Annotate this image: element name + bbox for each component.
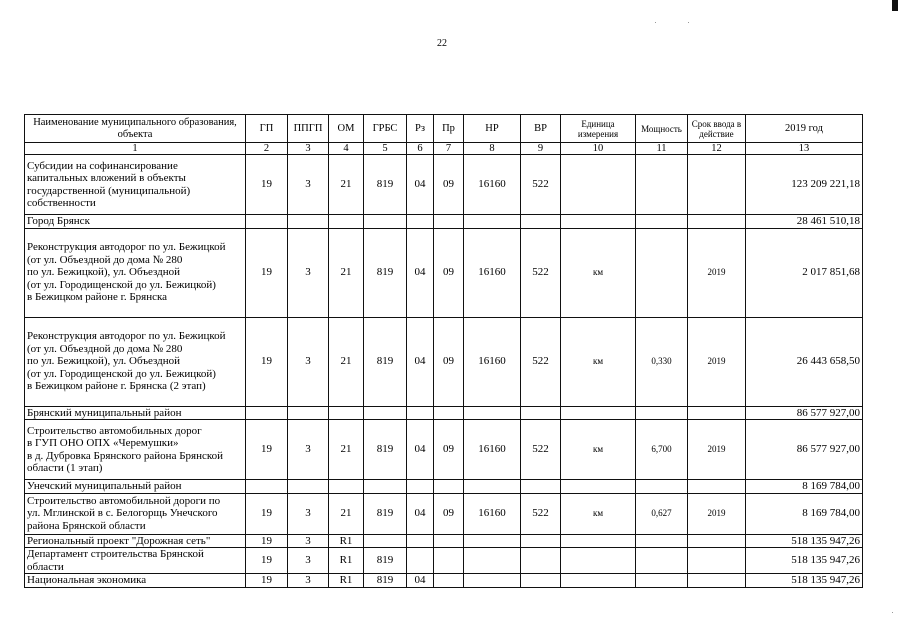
header-name: Наименование муниципального образования, объекта bbox=[25, 115, 246, 143]
cell-amount: 8 169 784,00 bbox=[746, 493, 863, 534]
column-number: 10 bbox=[561, 143, 636, 155]
header-pr: Пр bbox=[434, 115, 464, 143]
cell-nr bbox=[464, 480, 521, 494]
column-number: 3 bbox=[288, 143, 329, 155]
cell-name: Брянский муниципальный район bbox=[25, 406, 246, 420]
cell-ppgp: 3 bbox=[288, 420, 329, 480]
column-number: 13 bbox=[746, 143, 863, 155]
cell-pr: 09 bbox=[434, 228, 464, 317]
cell-term bbox=[688, 480, 746, 494]
cell-rz bbox=[407, 406, 434, 420]
column-number: 12 bbox=[688, 143, 746, 155]
column-number: 5 bbox=[364, 143, 407, 155]
cell-unit bbox=[561, 406, 636, 420]
cell-term bbox=[688, 548, 746, 574]
cell-pr bbox=[434, 406, 464, 420]
cell-rz: 04 bbox=[407, 228, 434, 317]
cell-term bbox=[688, 215, 746, 229]
cell-name: Строительство автомобильных дорог в ГУП ОНО ОПХ «Черемушки» в д. Дубровка Брянского района Брянской области (1 этап) bbox=[25, 420, 246, 480]
cell-om: 21 bbox=[329, 155, 364, 215]
cell-nr bbox=[464, 406, 521, 420]
cell-unit bbox=[561, 215, 636, 229]
header-om: ОМ bbox=[329, 115, 364, 143]
cell-amount: 86 577 927,00 bbox=[746, 420, 863, 480]
cell-unit: км bbox=[561, 493, 636, 534]
cell-term: 2019 bbox=[688, 228, 746, 317]
cell-amount: 123 209 221,18 bbox=[746, 155, 863, 215]
header-grbs: ГРБС bbox=[364, 115, 407, 143]
cell-capacity bbox=[636, 215, 688, 229]
cell-om: 21 bbox=[329, 420, 364, 480]
cell-grbs: 819 bbox=[364, 574, 407, 588]
cell-vr bbox=[521, 215, 561, 229]
cell-vr: 522 bbox=[521, 228, 561, 317]
cell-ppgp: 3 bbox=[288, 317, 329, 406]
cell-vr: 522 bbox=[521, 155, 561, 215]
cell-name: Унечский муниципальный район bbox=[25, 480, 246, 494]
page-number: 22 bbox=[437, 38, 447, 49]
cell-unit bbox=[561, 155, 636, 215]
cell-gp: 19 bbox=[246, 534, 288, 548]
cell-capacity: 6,700 bbox=[636, 420, 688, 480]
cell-amount: 86 577 927,00 bbox=[746, 406, 863, 420]
cell-vr bbox=[521, 548, 561, 574]
cell-unit: км bbox=[561, 228, 636, 317]
cell-pr bbox=[434, 215, 464, 229]
cell-term bbox=[688, 574, 746, 588]
cell-unit: км bbox=[561, 317, 636, 406]
cell-gp bbox=[246, 480, 288, 494]
table-row bbox=[25, 480, 863, 494]
cell-nr: 16160 bbox=[464, 317, 521, 406]
cell-grbs: 819 bbox=[364, 493, 407, 534]
cell-unit bbox=[561, 534, 636, 548]
cell-grbs: 819 bbox=[364, 155, 407, 215]
scan-edge-mark bbox=[892, 0, 898, 11]
cell-ppgp: 3 bbox=[288, 228, 329, 317]
cell-gp: 19 bbox=[246, 317, 288, 406]
cell-vr bbox=[521, 406, 561, 420]
column-number: 1 bbox=[25, 143, 246, 155]
cell-gp: 19 bbox=[246, 228, 288, 317]
column-number: 4 bbox=[329, 143, 364, 155]
cell-nr bbox=[464, 215, 521, 229]
cell-gp: 19 bbox=[246, 548, 288, 574]
cell-ppgp: 3 bbox=[288, 493, 329, 534]
cell-name: Национальная экономика bbox=[25, 574, 246, 588]
cell-pr bbox=[434, 548, 464, 574]
cell-pr bbox=[434, 480, 464, 494]
cell-capacity: 0,627 bbox=[636, 493, 688, 534]
cell-capacity bbox=[636, 406, 688, 420]
header-unit: Единица измерения bbox=[561, 115, 636, 143]
table-row bbox=[25, 548, 863, 574]
cell-ppgp bbox=[288, 406, 329, 420]
scan-speck bbox=[655, 22, 656, 23]
cell-om bbox=[329, 406, 364, 420]
cell-grbs: 819 bbox=[364, 228, 407, 317]
cell-grbs bbox=[364, 480, 407, 494]
cell-grbs bbox=[364, 534, 407, 548]
cell-gp: 19 bbox=[246, 420, 288, 480]
cell-name: Субсидии на софинансирование капитальных вложений в объекты государственной (муниципальной) собственности bbox=[25, 155, 246, 215]
cell-capacity bbox=[636, 228, 688, 317]
cell-capacity bbox=[636, 574, 688, 588]
cell-amount: 518 135 947,26 bbox=[746, 548, 863, 574]
header-ppgp: ППГП bbox=[288, 115, 329, 143]
cell-term bbox=[688, 534, 746, 548]
header-row bbox=[25, 115, 863, 143]
cell-amount: 518 135 947,26 bbox=[746, 534, 863, 548]
cell-amount: 8 169 784,00 bbox=[746, 480, 863, 494]
header-capacity: Мощность bbox=[636, 115, 688, 143]
cell-term bbox=[688, 155, 746, 215]
cell-rz: 04 bbox=[407, 155, 434, 215]
table-row bbox=[25, 574, 863, 588]
cell-grbs bbox=[364, 406, 407, 420]
column-number: 11 bbox=[636, 143, 688, 155]
cell-grbs: 819 bbox=[364, 420, 407, 480]
cell-nr: 16160 bbox=[464, 493, 521, 534]
table-row bbox=[25, 420, 863, 480]
column-number: 6 bbox=[407, 143, 434, 155]
cell-om: 21 bbox=[329, 317, 364, 406]
column-number: 9 bbox=[521, 143, 561, 155]
cell-amount: 28 461 510,18 bbox=[746, 215, 863, 229]
cell-term: 2019 bbox=[688, 493, 746, 534]
cell-rz: 04 bbox=[407, 574, 434, 588]
table-row bbox=[25, 317, 863, 406]
cell-vr bbox=[521, 574, 561, 588]
cell-amount: 2 017 851,68 bbox=[746, 228, 863, 317]
cell-capacity bbox=[636, 548, 688, 574]
cell-capacity bbox=[636, 480, 688, 494]
header-nr: НР bbox=[464, 115, 521, 143]
column-number: 8 bbox=[464, 143, 521, 155]
cell-name: Департамент строительства Брянской области bbox=[25, 548, 246, 574]
cell-ppgp: 3 bbox=[288, 155, 329, 215]
cell-name: Реконструкция автодорог по ул. Бежицкой (от ул. Объездной до дома № 280 по ул. Бежицкой), ул. Объездной (от ул. Городищенской до ул. Бежицкой) в Бежицком районе г. Брянска bbox=[25, 228, 246, 317]
cell-ppgp bbox=[288, 480, 329, 494]
cell-term: 2019 bbox=[688, 317, 746, 406]
cell-vr: 522 bbox=[521, 317, 561, 406]
cell-capacity bbox=[636, 155, 688, 215]
cell-om: R1 bbox=[329, 548, 364, 574]
cell-om bbox=[329, 480, 364, 494]
cell-rz: 04 bbox=[407, 317, 434, 406]
cell-ppgp: 3 bbox=[288, 534, 329, 548]
table-row bbox=[25, 406, 863, 420]
cell-nr: 16160 bbox=[464, 228, 521, 317]
cell-rz bbox=[407, 480, 434, 494]
cell-om: R1 bbox=[329, 574, 364, 588]
cell-grbs: 819 bbox=[364, 317, 407, 406]
cell-om bbox=[329, 215, 364, 229]
cell-amount: 518 135 947,26 bbox=[746, 574, 863, 588]
cell-gp bbox=[246, 406, 288, 420]
cell-nr: 16160 bbox=[464, 155, 521, 215]
cell-unit bbox=[561, 574, 636, 588]
table-body bbox=[25, 155, 863, 588]
cell-rz bbox=[407, 534, 434, 548]
cell-nr bbox=[464, 548, 521, 574]
header-vr: ВР bbox=[521, 115, 561, 143]
column-number: 7 bbox=[434, 143, 464, 155]
cell-vr bbox=[521, 534, 561, 548]
cell-gp bbox=[246, 215, 288, 229]
cell-vr: 522 bbox=[521, 420, 561, 480]
header-gp: ГП bbox=[246, 115, 288, 143]
cell-gp: 19 bbox=[246, 574, 288, 588]
cell-gp: 19 bbox=[246, 493, 288, 534]
cell-pr: 09 bbox=[434, 493, 464, 534]
cell-name: Реконструкция автодорог по ул. Бежицкой (от ул. Объездной до дома № 280 по ул. Бежицкой), ул. Объездной (от ул. Городищенской до ул. Бежицкой) в Бежицком районе г. Брянска (2 этап) bbox=[25, 317, 246, 406]
column-number: 2 bbox=[246, 143, 288, 155]
cell-name: Город Брянск bbox=[25, 215, 246, 229]
cell-vr bbox=[521, 480, 561, 494]
cell-unit bbox=[561, 480, 636, 494]
cell-om: 21 bbox=[329, 228, 364, 317]
table-row bbox=[25, 228, 863, 317]
cell-amount: 26 443 658,50 bbox=[746, 317, 863, 406]
cell-rz bbox=[407, 548, 434, 574]
cell-term bbox=[688, 406, 746, 420]
cell-name: Строительство автомобильной дороги по ул. Мглинской в с. Белогорщь Унечского района Брянской области bbox=[25, 493, 246, 534]
cell-rz: 04 bbox=[407, 493, 434, 534]
cell-pr: 09 bbox=[434, 420, 464, 480]
table-row bbox=[25, 493, 863, 534]
cell-unit: км bbox=[561, 420, 636, 480]
cell-grbs: 819 bbox=[364, 548, 407, 574]
cell-gp: 19 bbox=[246, 155, 288, 215]
table-row bbox=[25, 534, 863, 548]
cell-pr: 09 bbox=[434, 155, 464, 215]
column-number-row bbox=[25, 143, 863, 155]
cell-vr: 522 bbox=[521, 493, 561, 534]
cell-pr bbox=[434, 534, 464, 548]
cell-pr: 09 bbox=[434, 317, 464, 406]
header-rz: Рз bbox=[407, 115, 434, 143]
header-term: Срок ввода в действие bbox=[688, 115, 746, 143]
cell-om: 21 bbox=[329, 493, 364, 534]
budget-table bbox=[24, 114, 863, 588]
cell-om: R1 bbox=[329, 534, 364, 548]
cell-nr bbox=[464, 534, 521, 548]
cell-name: Региональный проект "Дорожная сеть" bbox=[25, 534, 246, 548]
cell-grbs bbox=[364, 215, 407, 229]
cell-term: 2019 bbox=[688, 420, 746, 480]
cell-rz: 04 bbox=[407, 420, 434, 480]
cell-pr bbox=[434, 574, 464, 588]
scan-speck bbox=[892, 612, 893, 613]
table-row bbox=[25, 155, 863, 215]
scan-speck bbox=[688, 22, 689, 23]
cell-unit bbox=[561, 548, 636, 574]
table-row bbox=[25, 215, 863, 229]
cell-ppgp: 3 bbox=[288, 548, 329, 574]
cell-rz bbox=[407, 215, 434, 229]
cell-nr bbox=[464, 574, 521, 588]
cell-ppgp bbox=[288, 215, 329, 229]
cell-ppgp: 3 bbox=[288, 574, 329, 588]
cell-capacity bbox=[636, 534, 688, 548]
cell-nr: 16160 bbox=[464, 420, 521, 480]
header-year: 2019 год bbox=[746, 115, 863, 143]
cell-capacity: 0,330 bbox=[636, 317, 688, 406]
